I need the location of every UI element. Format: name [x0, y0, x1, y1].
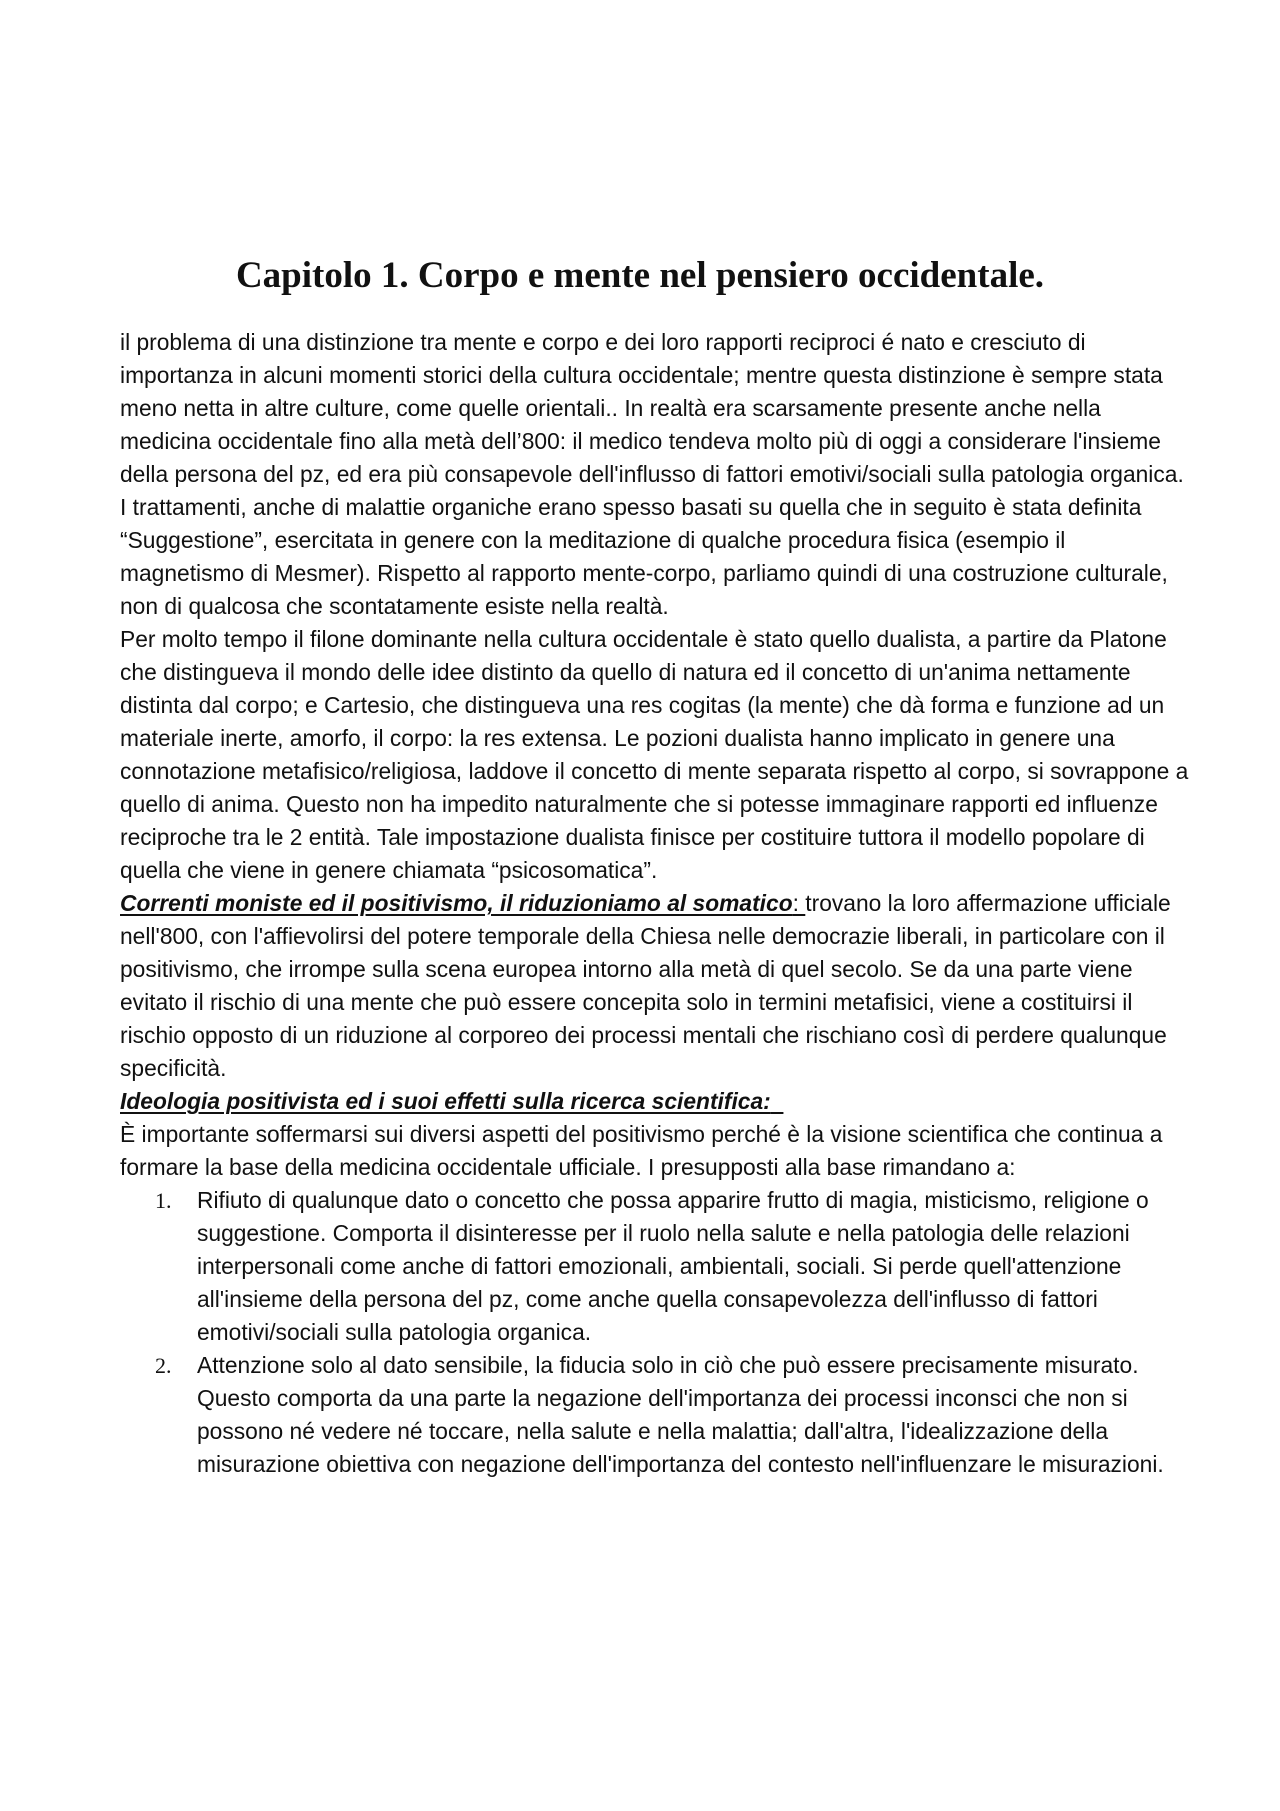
document-body [120, 326, 1195, 1481]
list-item-text: Attenzione solo al dato sensibile, la fiducia solo in ciò che può essere precisamente misurato. Questo comporta da una parte la negazione dell'importanza dei processi inconsci che non si possono né vedere né toccare, nella salute e nella malattia; dall'altra, l'idealizzazione della misurazione obiettiva con negazione dell'importanza del contesto nell'influenzare le misurazioni. [197, 1352, 1164, 1477]
section-heading-colon: : [792, 890, 806, 916]
chapter-title: Capitolo 1. Corpo e mente nel pensiero occidentale. [235, 255, 1045, 296]
paragraph-intro: il problema di una distinzione tra mente e corpo e dei loro rapporti reciproci é nato e cresciuto di importanza in alcuni momenti storici della cultura occidentale; mentre questa distinzione è sempre stata meno netta in altre culture, come quelle orientali.. In realtà era scarsamente presente anche nella medicina occidentale fino alla metà dell’800: il medico tendeva molto più di oggi a considerare l'insieme della persona del pz, ed era più consapevole dell'influsso di fattori emotivi/sociali sulla patologia organica. I trattamenti, anche di malattie organiche erano spesso basati su quella che in seguito è stata definita “Suggestione”, esercitata in genere con la meditazione di qualche procedura fisica (esempio il magnetismo di Mesmer). Rispetto al rapporto mente-corpo, parliamo quindi di una costruzione culturale, non di qualcosa che scontatamente esiste nella realtà. [120, 329, 1184, 619]
list-item-number: 2. [155, 1353, 172, 1378]
section-text-positivism: È importante soffermarsi sui diversi aspetti del positivismo perché è la visione scientifica che continua a formare la base della medicina occidentale ufficiale. I presupposti alla base rimandano a: [120, 1121, 1163, 1180]
section-text-monism: trovano la loro affermazione ufficiale nell'800, con l'affievolirsi del potere temporale della Chiesa nelle democrazie liberali, in particolare con il positivismo, che irrompe sulla scena europea intorno alla metà di quel secolo. Se da una parte viene evitato il rischio di una mente che può essere concepita solo in termini metafisici, viene a costituirsi il rischio opposto di un riduzione al corporeo dei processi mentali che rischiano così di perdere qualunque specificità. [120, 890, 1171, 1081]
list-item [120, 1349, 1195, 1481]
presuppositions-list [120, 1184, 1195, 1481]
list-item-number: 1. [155, 1188, 172, 1213]
paragraph-dualism: Per molto tempo il filone dominante nella cultura occidentale è stato quello dualista, a partire da Platone che distingueva il mondo delle idee distinto da quello di natura ed il concetto di un'anima nettamente distinta dal corpo; e Cartesio, che distingueva una res cogitas (la mente) che dà forma e funzione ad un materiale inerte, amorfo, il corpo: la res extensa. Le pozioni dualista hanno implicato in genere una connotazione metafisico/religiosa, laddove il concetto di mente separata rispetto al corpo, si sovrappone a quello di anima. Questo non ha impedito naturalmente che si potesse immaginare rapporti ed influenze reciproche tra le 2 entità. Tale impostazione dualista finisce per costituire tuttora il modello popolare di quella che viene in genere chiamata “psicosomatica”. [120, 626, 1189, 883]
list-item-text: Rifiuto di qualunque dato o concetto che possa apparire frutto di magia, misticismo, religione o suggestione. Comporta il disinteresse per il ruolo nella salute e nella patologia delle relazioni interpersonali come anche di fattori emozionali, ambientali, sociali. Si perde quell'attenzione all'insieme della persona del pz, come anche quella consapevolezza dell'influsso di fattori emotivi/sociali sulla patologia organica. [197, 1187, 1149, 1345]
section-heading-positivism-line [120, 1085, 1195, 1118]
section-monism [120, 887, 1195, 1085]
list-item [120, 1184, 1195, 1349]
heading-trailing-underline [771, 1088, 784, 1114]
section-heading-positivism: Ideologia positivista ed i suoi effetti sulla ricerca scientifica: [120, 1088, 771, 1114]
section-heading-monism: Correnti moniste ed il positivismo, il riduzioniamo al somatico [120, 890, 793, 916]
